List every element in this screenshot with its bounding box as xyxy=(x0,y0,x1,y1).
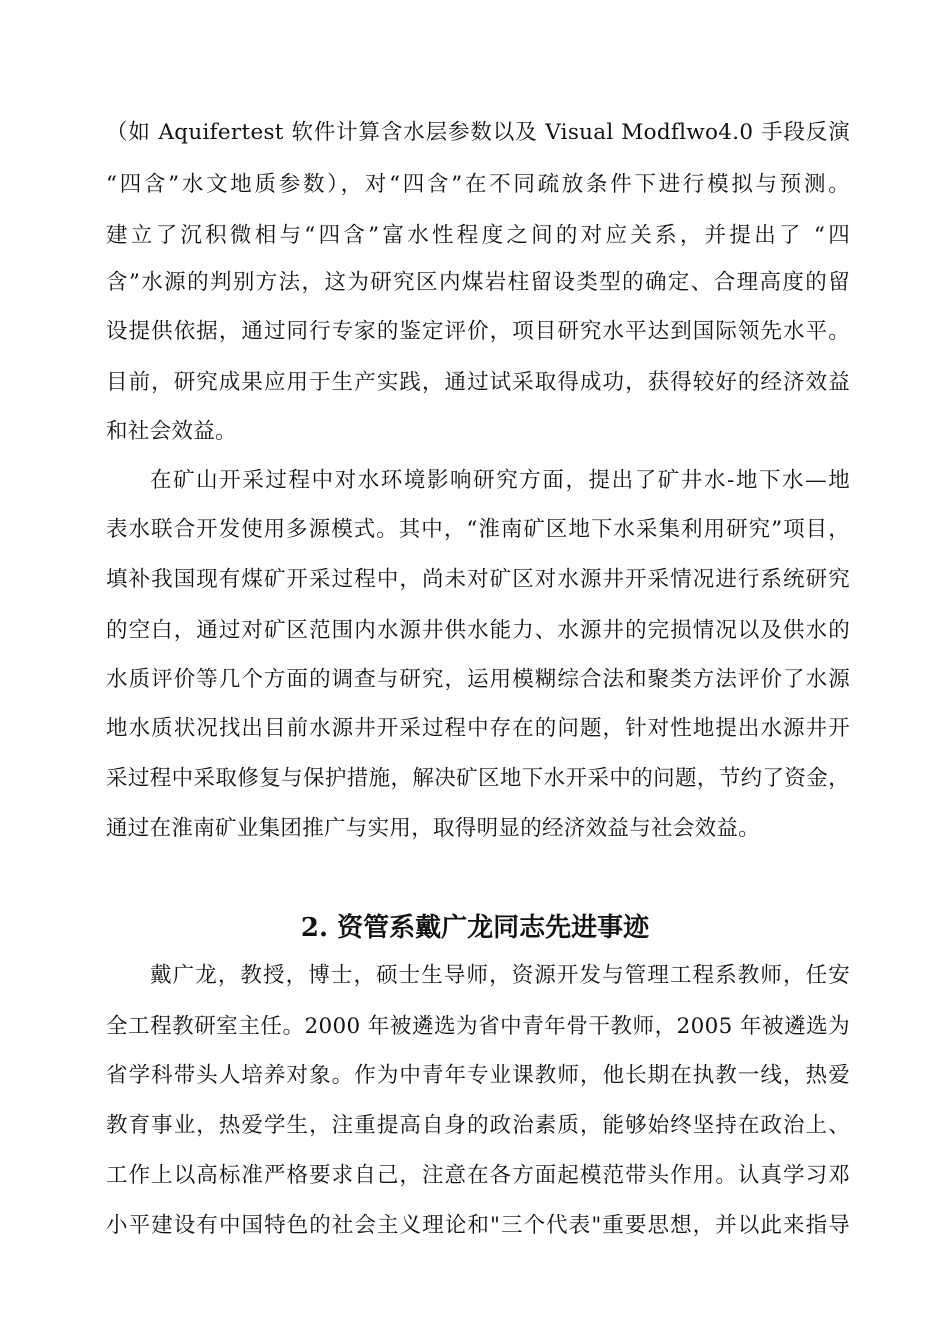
paragraph-line: 在矿山开采过程中对水环境影响研究方面，提出了矿井水-地下水—地 xyxy=(150,468,850,493)
paragraph-line: （如 Aquifertest 软件计算含水层参数以及 Visual Modflwo4.0 手段反演 xyxy=(106,120,850,145)
paragraph-line: 地水质状况找出目前水源井开采过程中存在的问题，针对性地提出水源井开 xyxy=(106,716,850,741)
paragraph-line: 全工程教研室主任。2000 年被遴选为省中青年骨干教师，2005 年被遴选为 xyxy=(106,1014,850,1039)
paragraph-line: 目前，研究成果应用于生产实践，通过试采取得成功，获得较好的经济效益 xyxy=(106,370,850,395)
paragraph-line: “四含”水文地质参数），对“四含”在不同疏放条件下进行模拟与预测。 xyxy=(106,172,850,197)
paragraph-line: 水质评价等几个方面的调查与研究，运用模糊综合法和聚类方法评价了水源 xyxy=(106,667,850,692)
paragraph-line: 含”水源的判别方法，这为研究区内煤岩柱留设类型的确定、合理高度的留 xyxy=(106,270,850,295)
paragraph-line: 小平建设有中国特色的社会主义理论和"三个代表"重要思想，并以此来指导 xyxy=(106,1213,850,1238)
section-heading: 2. 资管系戴广龙同志先进事迹 xyxy=(300,913,650,943)
paragraph-line: 填补我国现有煤矿开采过程中，尚未对矿区对水源井开采情况进行系统研究 xyxy=(106,567,850,592)
paragraph-line: 设提供依据，通过同行专家的鉴定评价，项目研究水平达到国际领先水平。 xyxy=(106,319,850,344)
paragraph-line: 省学科带头人培养对象。作为中青年专业课教师，他长期在执教一线，热爱 xyxy=(106,1063,850,1088)
paragraph-line: 工作上以高标准严格要求自己，注意在各方面起模范带头作用。认真学习邓 xyxy=(106,1163,850,1188)
paragraph-line: 戴广龙，教授，博士，硕士生导师，资源开发与管理工程系教师，任安 xyxy=(150,963,850,988)
paragraph-line: 和社会效益。 xyxy=(106,419,237,444)
paragraph-line: 表水联合开发使用多源模式。其中，“淮南矿区地下水采集利用研究”项目， xyxy=(106,517,850,542)
paragraph-line: 采过程中采取修复与保护措施，解决矿区地下水开采中的问题，节约了资金， xyxy=(106,766,850,791)
paragraph-line: 的空白，通过对矿区范围内水源井供水能力、水源井的完损情况以及供水的 xyxy=(106,618,850,643)
paragraph-line: 通过在淮南矿业集团推广与实用，取得明显的经济效益与社会效益。 xyxy=(106,816,761,841)
paragraph-line: 建立了沉积微相与“四含”富水性程度之间的对应关系，并提出了 “四 xyxy=(106,223,850,248)
paragraph-line: 教育事业，热爱学生，注重提高自身的政治素质，能够始终坚持在政治上、 xyxy=(106,1113,850,1138)
